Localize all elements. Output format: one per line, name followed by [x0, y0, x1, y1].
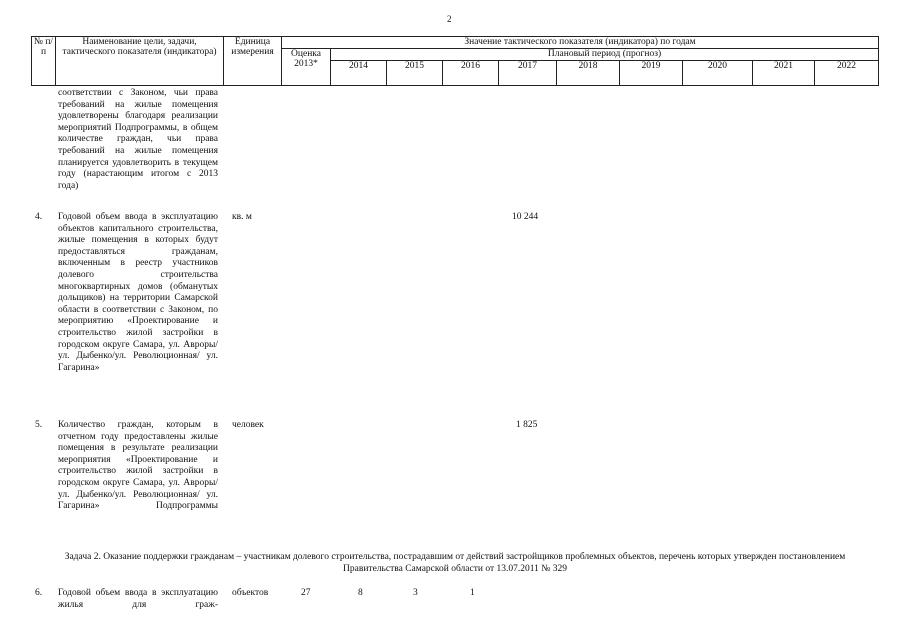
row-value-2015: 3	[413, 588, 418, 598]
row-name: Количество граждан, которым в отчетном году предоставлены жилые помещения в результате реализации мероприятия «Проектирование и строительство жилой застройки в городском округе Самара, ул. Авроры/ ул. Дыбенко/ул. Революционная/ ул. Гагарина» Подпрограммы	[58, 420, 218, 512]
row-unit: кв. м	[232, 212, 252, 222]
row-value-2016: 1	[470, 588, 475, 598]
header-year: 2016	[443, 61, 499, 86]
header-plan-period: Плановый период (прогноз)	[331, 49, 879, 61]
header-year: 2018	[557, 61, 620, 86]
indicator-table-header	[31, 36, 879, 86]
header-year: 2020	[683, 61, 753, 86]
header-year: 2014	[331, 61, 387, 86]
row-name: Годовой объем ввода в эксплуатацию объектов капитального строительства, жилые помещения в которых будут предоставляться гражданам, включенным в реестр участников долевого строительства многоквартирных домов (обманутых дольщиков) на территории Самарской области в соответствии с Законом, по мероприятию «Проектирование и строительство жилой застройки в городском округе Самара, ул. Авроры/ ул. Дыбенко/ул. Революционная/ ул. Гагарина»	[58, 212, 218, 373]
header-year: 2015	[387, 61, 443, 86]
header-year: 2021	[753, 61, 815, 86]
header-year: 2019	[620, 61, 683, 86]
header-estimate: Оценка 2013*	[282, 49, 331, 86]
row-unit: человек	[232, 420, 264, 430]
row-value-2017: 10 244	[512, 212, 539, 222]
task-title: Задача 2. Оказание поддержки гражданам – участникам долевого строительства, пострадавшим от действий застройщиков проблемных объектов, перечень которых утвержден постановлением Правительства Самарской области от 13.07.2011 № 329	[64, 552, 846, 574]
header-year: 2022	[815, 61, 879, 86]
header-unit: Единица измерения	[224, 37, 282, 86]
row-value-2014: 8	[358, 588, 363, 598]
header-number: № п/п	[32, 37, 56, 86]
header-values: Значение тактического показателя (индикатора) по годам	[282, 37, 879, 49]
header-year: 2017	[499, 61, 557, 86]
row-number: 6.	[35, 588, 43, 598]
row-unit: объектов	[232, 588, 269, 598]
row-value-2017: 1 825	[516, 420, 538, 430]
row-number: 4.	[35, 212, 43, 222]
page-number: 2	[447, 14, 452, 24]
row-name: Годовой объем ввода в эксплуатацию жилья для граж-	[58, 588, 218, 610]
row-number: 5.	[35, 420, 43, 430]
header-name: Наименование цели, задачи, тактического показателя (индикатора)	[56, 37, 224, 86]
row-name: соответствии с Законом, чьи права требований на жилые помещения удовлетворены благодаря реализации мероприятий Подпрограммы, в общем количестве граждан, чьи права требований на жилые помещения планируется удовлетворить в текущем году (нарастающим итогом с 2013 года)	[58, 88, 218, 191]
row-value-2013: 27	[301, 588, 311, 598]
